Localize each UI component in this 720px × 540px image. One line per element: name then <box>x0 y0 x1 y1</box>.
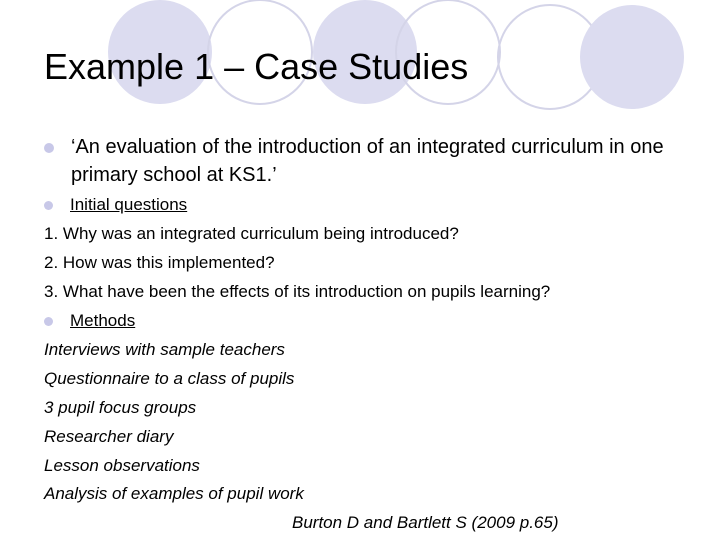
method-item: Interviews with sample teachers <box>44 340 285 359</box>
initial-questions-heading <box>44 195 187 215</box>
method-item: Analysis of examples of pupil work <box>44 484 304 503</box>
method-item: Researcher diary <box>44 427 174 446</box>
question-item: 1. Why was an integrated curriculum being introduced? <box>44 224 459 243</box>
method-item: 3 pupil focus groups <box>44 398 197 417</box>
method-item: Lesson observations <box>44 456 200 475</box>
question-item: 3. What have been the effects of its introduction on pupils learning? <box>44 282 551 301</box>
bullet-icon <box>44 201 53 210</box>
filled-circle-3 <box>580 5 684 109</box>
quote-text: ‘An evaluation of the introduction of an integrated curriculum in one primary school at KS1.’ <box>71 136 664 186</box>
method-item: Questionnaire to a class of pupils <box>44 369 295 388</box>
citation: Burton D and Bartlett S (2009 p.65) <box>292 513 559 532</box>
methods-heading <box>44 311 135 331</box>
bullet-icon <box>44 143 54 153</box>
slide-title: Example 1 – Case Studies <box>44 46 469 87</box>
initial-questions-label: Initial questions <box>70 195 188 214</box>
bullet-icon <box>44 317 53 326</box>
question-item: 2. How was this implemented? <box>44 253 275 272</box>
methods-label: Methods <box>70 311 136 330</box>
